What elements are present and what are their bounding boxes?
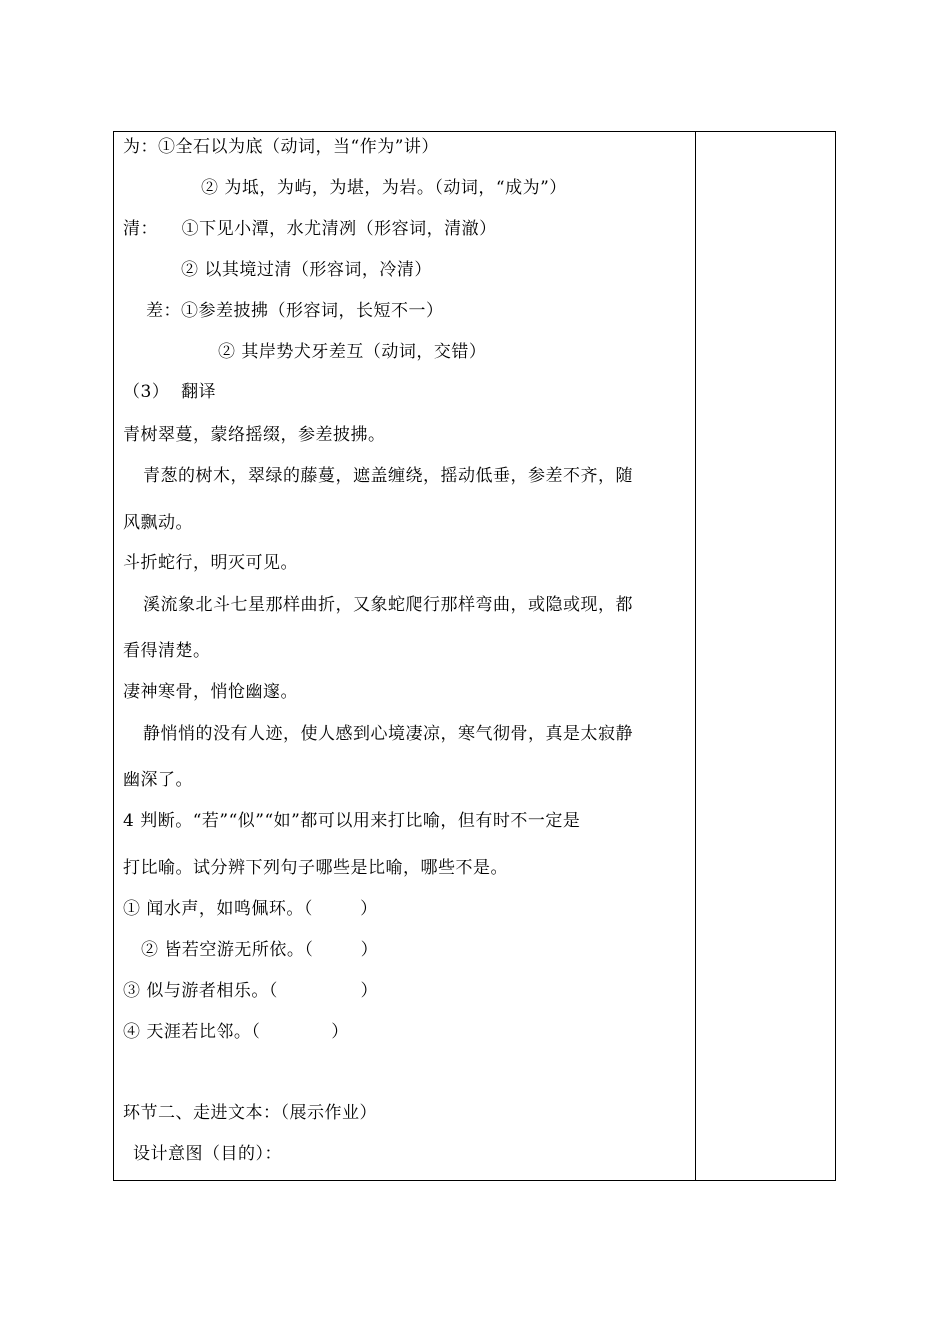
translation-1b: 风飘动。 bbox=[123, 513, 193, 533]
judgement-item-1: ① 闻水声，如鸣佩环。（ ） bbox=[123, 899, 378, 919]
vocab-cha-1: 差：①参差披拂（形容词，长短不一） bbox=[146, 301, 444, 321]
vocab-qing-1: 清： ①下见小潭，水尤清冽（形容词，清澈） bbox=[123, 219, 497, 239]
source-sentence-3: 凄神寒骨，悄怆幽邃。 bbox=[123, 682, 298, 702]
judgement-item-3: ③ 似与游者相乐。（ ） bbox=[123, 981, 379, 1001]
source-sentence-1: 青树翠蔓，蒙络摇缀，参差披拂。 bbox=[123, 425, 386, 445]
section2-intent: 设计意图（目的）： bbox=[133, 1144, 282, 1164]
source-sentence-2: 斗折蛇行，明灭可见。 bbox=[123, 553, 298, 573]
notes-column bbox=[696, 132, 835, 1180]
translation-2a: 溪流象北斗七星那样曲折，又象蛇爬行那样弯曲，或隐或现，都 bbox=[143, 595, 633, 615]
translation-1a: 青葱的树木，翠绿的藤蔓，遮盖缠绕，摇动低垂，参差不齐，随 bbox=[143, 466, 633, 486]
translation-2b: 看得清楚。 bbox=[123, 641, 211, 661]
vocab-qing-2: ② 以其境过清（形容词，冷清） bbox=[181, 260, 432, 280]
translation-3b: 幽深了。 bbox=[123, 770, 193, 790]
judgement-question-a: 4 判断。“若”“似”“如”都可以用来打比喻，但有时不一定是 bbox=[123, 811, 581, 831]
translation-heading: （3） 翻译 bbox=[123, 382, 217, 402]
vocab-wei-1: 为：①全石以为底（动词，当“作为”讲） bbox=[123, 137, 439, 157]
judgement-question-b: 打比喻。试分辨下列句子哪些是比喻，哪些不是。 bbox=[123, 858, 508, 878]
judgement-item-2: ② 皆若空游无所依。（ ） bbox=[141, 940, 379, 960]
judgement-item-4: ④ 天涯若比邻。（ ） bbox=[123, 1022, 349, 1042]
vocab-cha-2: ② 其岸势犬牙差互（动词，交错） bbox=[218, 342, 487, 362]
vocab-wei-2: ② 为坻，为屿，为堪，为岩。（动词，“成为”） bbox=[201, 178, 567, 198]
section2-title: 环节二、走进文本：（展示作业） bbox=[123, 1103, 377, 1123]
lesson-table bbox=[113, 131, 836, 1181]
translation-3a: 静悄悄的没有人迹，使人感到心境凄凉，寒气彻骨，真是太寂静 bbox=[143, 724, 633, 744]
